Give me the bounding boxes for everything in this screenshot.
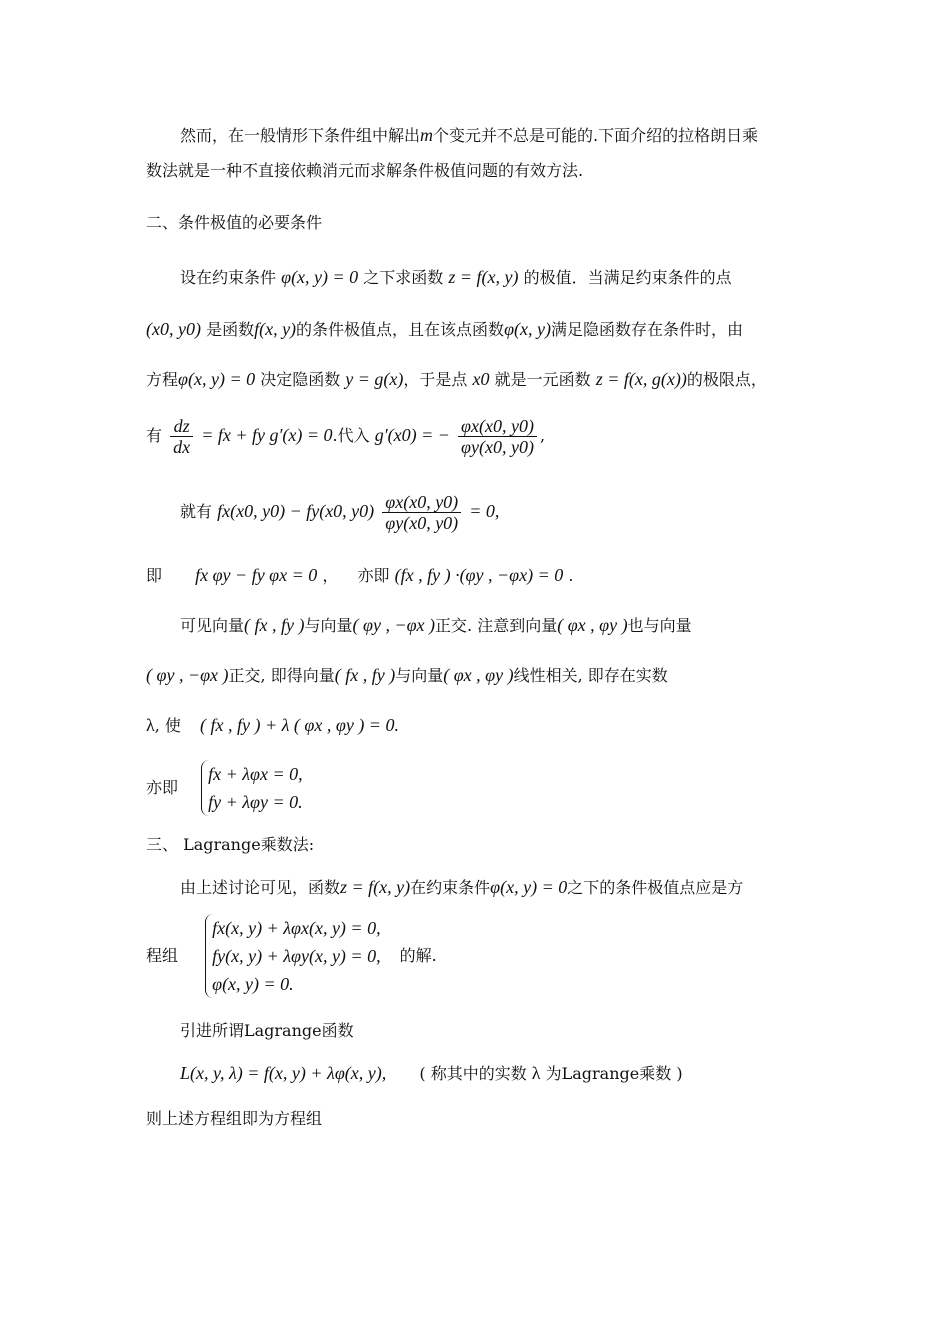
section-heading-3: 三、 Lagrange乘数法: (146, 835, 315, 854)
paragraph-closing: 则上述方程组即为方程组 (146, 1109, 323, 1128)
math-function: z = f(x, y) (448, 267, 519, 287)
paragraph-lagrange-equation: L(x, y, λ) = f(x, y) + λφ(x, y), ( 称其中的实数 λ 为Lagrange乘数 ) (180, 1063, 683, 1083)
fraction-phi: $\frac{\varphi x(x0, y0)}{\varphi y(x0, y0)}$ (458, 416, 537, 457)
paragraph-constraint-line2: (x0, y0) 是函数f(x, y)的条件极值点，且在该点函数φ(x, y)满足隐函数存在条件时，由 (146, 319, 744, 339)
paragraph-system-1: 亦即 fx + λφx = 0, fy + λφy = 0. (146, 760, 303, 816)
paragraph-vectors-line1: 可见向量( fx , fy )与向量( φy , −φx )正交. 注意到向量( φx , φy )也与向量 (180, 615, 692, 635)
section-heading-2: 二、条件极值的必要条件 (146, 213, 323, 232)
paragraph-lagrange-function: 引进所谓Lagrange函数 (180, 1021, 354, 1040)
paragraph-intro-line1: 然而，在一般情形下条件组中解出m个变元并不总是可能的.下面介绍的拉格朗日乘 (180, 125, 759, 145)
paragraph-constraint-line3: 方程φ(x, y) = 0 决定隐函数 y = g(x)，于是点 x0 就是一元函数 z = f(x, g(x))的极限点， (146, 369, 767, 389)
paragraph-lagrange-intro: 由上述讨论可见，函数z = f(x, y)在约束条件φ(x, y) = 0之下的条件极值点应是方 (180, 877, 744, 897)
paragraph-system-2: 程组 fx(x, y) + λφx(x, y) = 0, fy(x, y) + λφy(x, y) = 0, φ(x, y) = 0. 的解. (146, 914, 437, 998)
fraction-dz-dx: $\frac{dz}{dx}$ (170, 416, 193, 457)
fraction-phi-2: $\frac{\varphi x(x0, y0)}{\varphi y(x0, y0)}$ (382, 492, 461, 533)
math-point: (x0, y0) (146, 319, 201, 339)
paragraph-constraint-line1: 设在约束条件 φ(x, y) = 0 之下求函数 z = f(x, y) 的极值．当满足约束条件的点 (180, 267, 732, 287)
paragraph-orthogonality: 即 fx φy − fy φx = 0 ， 亦即 (fx , fy ) ·(φy , −φx) = 0 . (146, 565, 574, 585)
paragraph-vectors-line2: ( φy , −φx )正交, 即得向量( fx , fy )与向量( φx , φy )线性相关, 即存在实数 (146, 665, 668, 685)
equation-system-1: fx + λφx = 0, fy + λφy = 0. (201, 760, 303, 816)
math-m: m (420, 125, 434, 145)
paragraph-substitution: 就有 fx(x0, y0) − fy(x0, y0) $\frac{\varphi x(x0, y0)}{\varphi y(x0, y0)}$ = 0, (180, 492, 500, 533)
paragraph-derivative-line: 有 $\frac{dz}{dx}$ = fx + fy g′(x) = 0.代入 g′(x0) = − $\frac{\varphi x(x0, y0)}{\varphi y(x0, y0)}$ , (146, 416, 546, 457)
math-constraint: φ(x, y) = 0 (281, 267, 359, 287)
paragraph-vectors-line3: λ, 使 ( fx , fy ) + λ ( φx , φy ) = 0. (146, 715, 399, 735)
paragraph-intro-line2: 数法就是一种不直接依赖消元而求解条件极值问题的有效方法. (146, 161, 584, 180)
equation-system-2: fx(x, y) + λφx(x, y) = 0, fy(x, y) + λφy(x, y) = 0, φ(x, y) = 0. (205, 914, 380, 998)
